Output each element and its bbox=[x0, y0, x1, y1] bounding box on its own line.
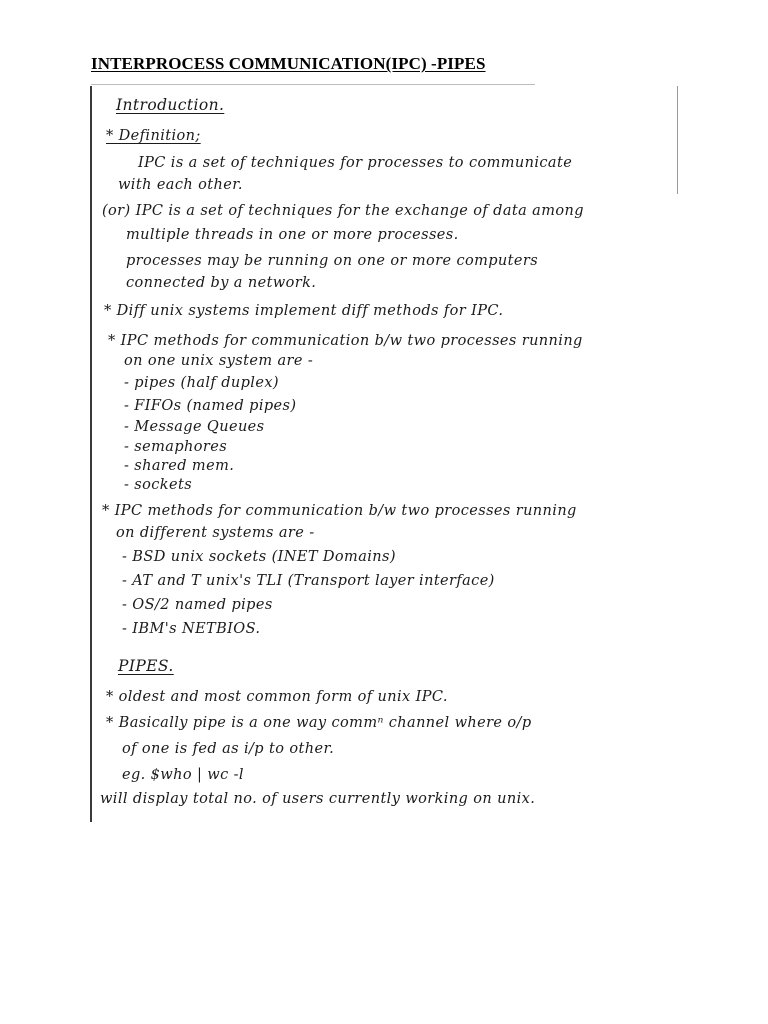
ipc-diff-line-2: on different systems are - bbox=[116, 525, 315, 541]
definition-heading: * Definition; bbox=[106, 128, 201, 144]
handwritten-notes-scan bbox=[90, 86, 678, 822]
document-title: INTERPROCESS COMMUNICATION(IPC) -PIPES bbox=[91, 54, 486, 73]
ipc-same-line-1: * IPC methods for communication b/w two processes running bbox=[108, 333, 583, 349]
same-item-fifos: - FIFOs (named pipes) bbox=[124, 398, 297, 414]
diff-item-ibm-netbios: - IBM's NETBIOS. bbox=[122, 621, 261, 637]
same-item-pipes: - pipes (half duplex) bbox=[124, 375, 279, 391]
or-line-4: connected by a network. bbox=[126, 275, 317, 291]
or-line-2: multiple threads in one or more processes. bbox=[126, 227, 459, 243]
pipes-heading: PIPES. bbox=[118, 657, 174, 675]
definition-line-2: with each other. bbox=[118, 177, 243, 193]
diff-unix-line: * Diff unix systems implement diff methods for IPC. bbox=[104, 303, 504, 319]
same-item-semaphores: - semaphores bbox=[124, 439, 228, 455]
pipes-example: eg. $who | wc -l bbox=[122, 767, 244, 783]
diff-item-bsd-sockets: - BSD unix sockets (INET Domains) bbox=[122, 549, 396, 565]
definition-line-1: IPC is a set of techniques for processes to communicate bbox=[138, 155, 573, 171]
pipes-line-3: of one is fed as i/p to other. bbox=[122, 741, 335, 757]
title-rule bbox=[91, 84, 535, 85]
or-line-3: processes may be running on one or more computers bbox=[126, 253, 539, 269]
or-line-1: (or) IPC is a set of techniques for the exchange of data among bbox=[102, 203, 584, 219]
intro-heading: Introduction. bbox=[116, 96, 225, 114]
same-item-shared-mem: - shared mem. bbox=[124, 458, 235, 474]
ipc-same-line-2: on one unix system are - bbox=[124, 353, 314, 369]
same-item-message-queues: - Message Queues bbox=[124, 419, 265, 435]
ipc-diff-line-1: * IPC methods for communication b/w two processes running bbox=[102, 503, 577, 519]
pipes-line-4: will display total no. of users currently working on unix. bbox=[100, 791, 536, 807]
pipes-line-2: * Basically pipe is a one way commⁿ channel where o/p bbox=[106, 715, 532, 731]
scan-right-edge bbox=[677, 86, 678, 194]
scan-left-edge bbox=[90, 86, 92, 822]
diff-item-att-tli: - AT and T unix's TLI (Transport layer interface) bbox=[122, 573, 495, 589]
pipes-line-1: * oldest and most common form of unix IPC. bbox=[106, 689, 448, 705]
diff-item-os2-named-pipes: - OS/2 named pipes bbox=[122, 597, 273, 613]
same-item-sockets: - sockets bbox=[124, 477, 193, 493]
